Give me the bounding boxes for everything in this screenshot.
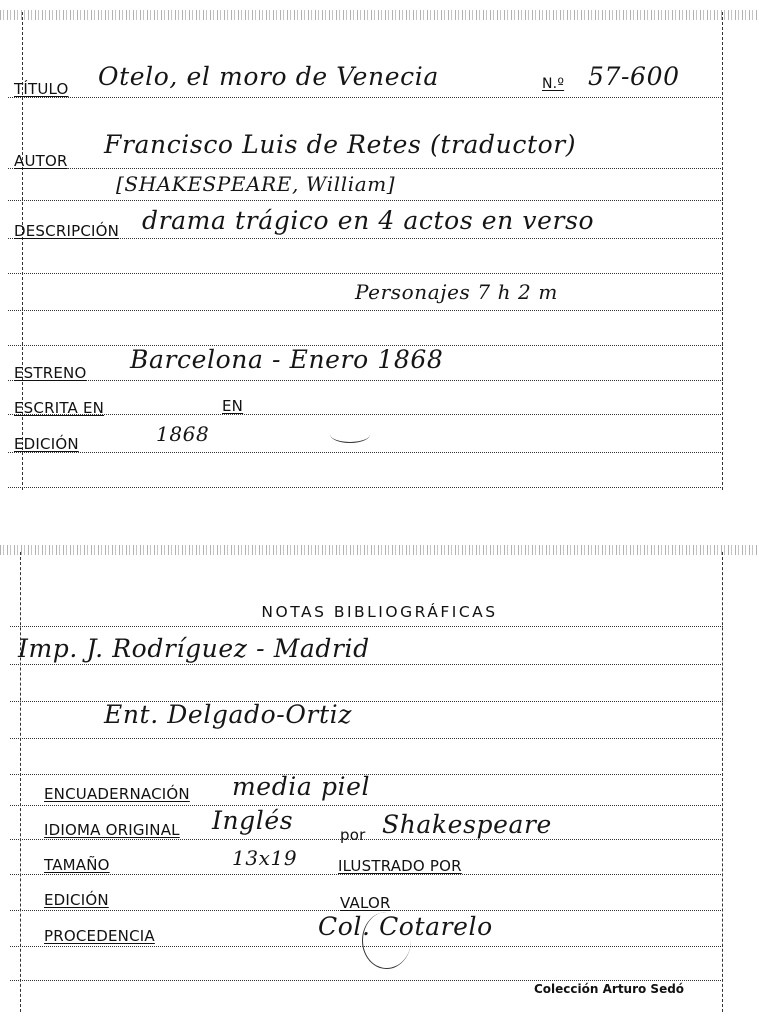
autor-value: Francisco Luis de Retes (traductor) [104,130,577,159]
encuadernacion-value: media piel [232,772,371,801]
titulo-value: Otelo, el moro de Venecia [98,62,439,91]
procedencia-value: Col. Cotarelo [318,912,493,941]
coleccion-credit: Colección Arturo Sedó [534,982,685,996]
tamano-label: TAMAÑO [44,856,110,874]
card-right-border [722,12,723,490]
card-right-border [722,552,723,1012]
escrita-en-label: ESCRITA EN [14,399,105,417]
estreno-value: Barcelona - Enero 1868 [130,345,444,374]
nota-imprenta: Imp. J. Rodríguez - Madrid [18,634,370,663]
idioma-original-value: Inglés [212,806,294,835]
personajes-value: Personajes 7 h 2 m [355,280,558,304]
notas-bibliograficas-heading: NOTAS BIBLIOGRÁFICAS [261,603,498,621]
pencil-mark [330,426,370,443]
edicion-label: EDICIÓN [14,435,79,453]
card-edge-texture [0,545,759,555]
catalog-card-front [0,0,759,495]
edicion-value: 1868 [156,422,210,446]
card-edge-texture [0,10,759,20]
titulo-label: TÍTULO [14,80,69,98]
valor-label: VALOR [340,894,391,912]
estreno-label: ESTRENO [14,364,87,382]
ilustrado-por-label: ILUSTRADO POR [338,857,462,875]
edicion-back-label: EDICIÓN [44,891,109,909]
procedencia-label: PROCEDENCIA [44,927,155,945]
descripcion-value: drama trágico en 4 actos en verso [142,206,595,235]
idioma-autor-value: Shakespeare [382,810,552,839]
idioma-original-label: IDIOMA ORIGINAL [44,821,180,839]
stamp-mark [362,912,411,969]
descripcion-label: DESCRIPCIÓN [14,222,120,240]
autor-original-value: [SHAKESPEARE, William] [116,172,396,196]
tamano-value: 13x19 [232,846,298,870]
numero-label: N.º [542,76,565,92]
encuadernacion-label: ENCUADERNACIÓN [44,785,190,803]
card-left-border [20,552,21,1012]
autor-label: AUTOR [14,152,68,170]
numero-value: 57-600 [588,62,680,91]
en-label: EN [222,397,244,415]
por-label: por [340,826,366,844]
nota-encuadernador: Ent. Delgado-Ortiz [104,700,352,729]
